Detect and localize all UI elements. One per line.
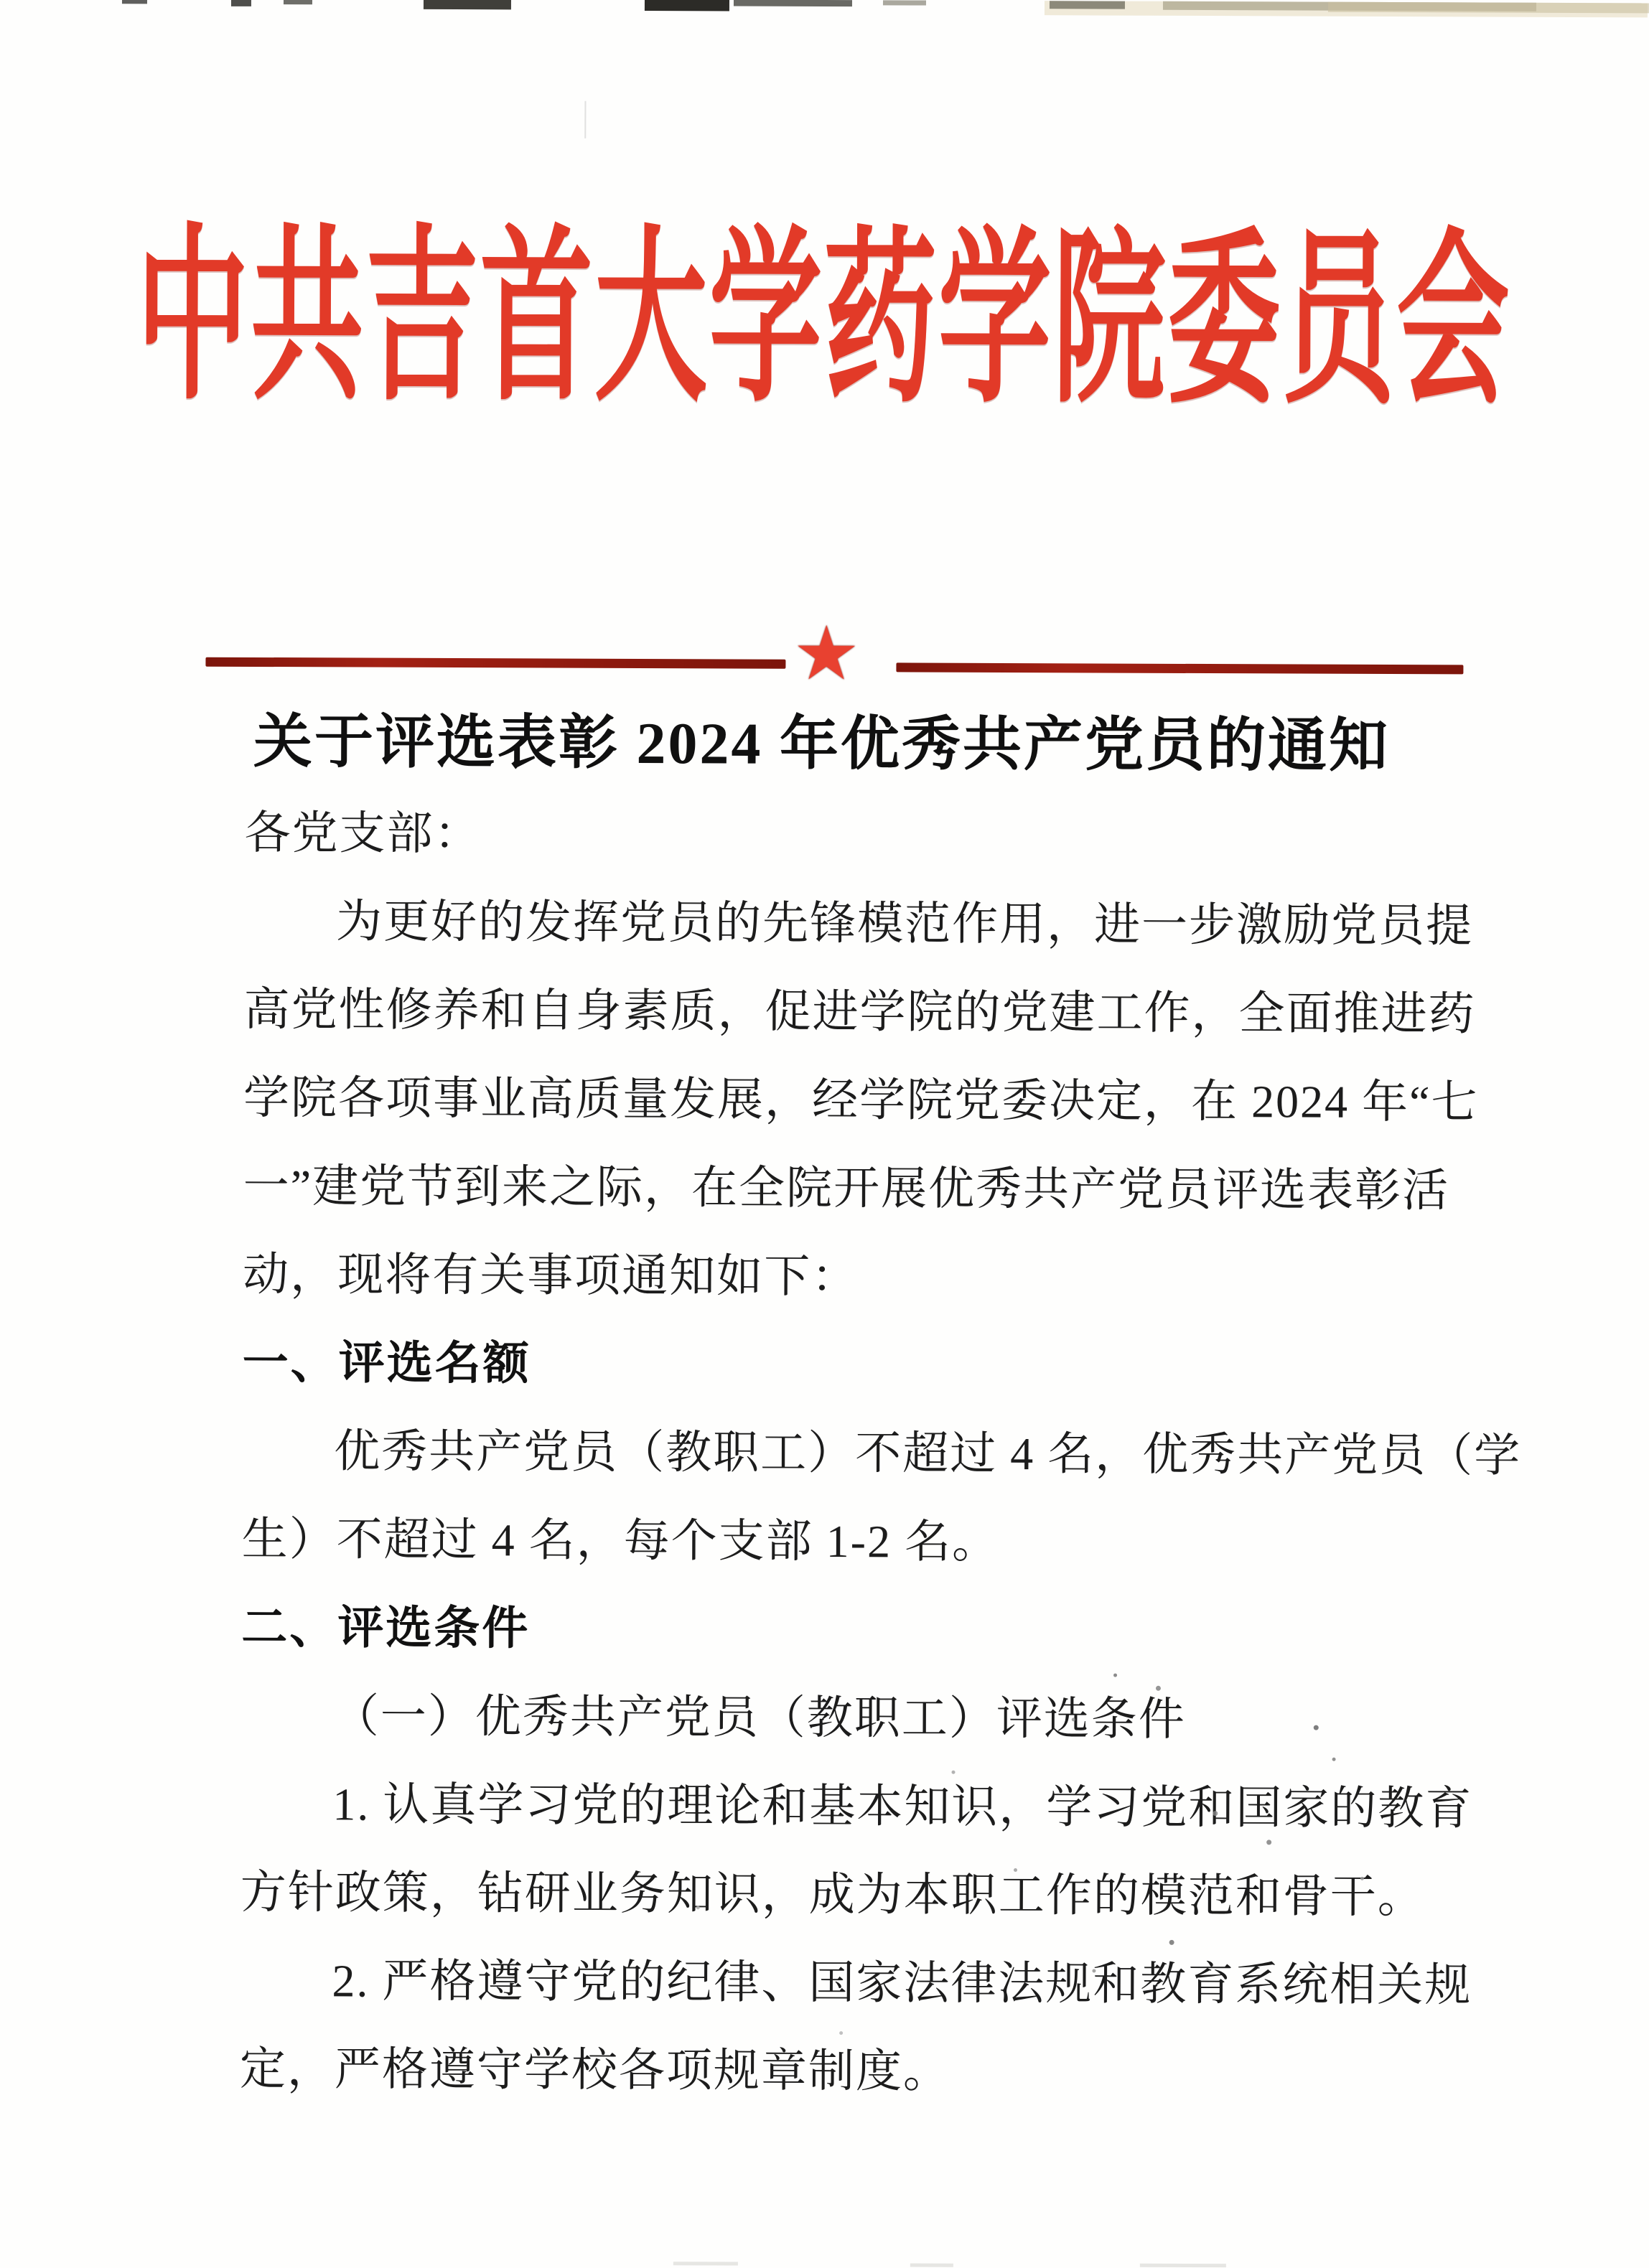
section-heading-criteria: 二、评选条件 <box>241 1601 531 1654</box>
star-icon: ★ <box>793 609 860 698</box>
subsection-heading: （一）优秀共产党员（教职工）评选条件 <box>332 1690 1186 1745</box>
body-line: 1. 认真学习党的理论和基本知识，学习党和国家的教育 <box>332 1779 1473 1834</box>
scan-bottom-mark <box>910 2263 953 2267</box>
divider-line-left <box>205 657 785 669</box>
scan-edge-artifact <box>0 0 1649 3</box>
scan-speckles <box>1113 1674 1117 1677</box>
section-heading-quota: 一、评选名额 <box>242 1336 531 1390</box>
document-body <box>239 789 1522 2117</box>
body-line: 一”建党节到来之际，在全院开展优秀共产党员评选表彰活 <box>243 1160 1450 1217</box>
body-line: 生）不超过 4 名，每个支部 1-2 名。 <box>241 1513 1000 1568</box>
body-line: 动，现将有关事项通知如下： <box>243 1248 859 1303</box>
body-line: 为更好的发挥党员的先锋模范作用，进一步激励党员提 <box>335 896 1474 952</box>
body-line: 优秀共产党员（教职工）不超过 4 名，优秀共产党员（学 <box>334 1425 1522 1481</box>
letterhead-title: 中共吉首大学药学院委员会 <box>135 213 1511 427</box>
divider-line-right <box>896 662 1463 674</box>
salutation: 各党支部： <box>244 807 482 860</box>
scan-bottom-mark <box>1140 2264 1226 2267</box>
body-line: 学院各项事业高质量发展，经学院党委决定，在 2024 年“七 <box>243 1072 1479 1128</box>
document-title: 关于评选表彰 2024 年优秀共产党员的通知 <box>253 708 1391 779</box>
body-line: 高党性修养和自身素质，促进学院的党建工作，全面推进药 <box>243 983 1476 1040</box>
scan-bottom-mark <box>673 2262 738 2265</box>
body-line: 2. 严格遵守党的纪律、国家法律法规和教育系统相关规 <box>332 1955 1472 2011</box>
body-line: 方针政策，钻研业务知识，成为本职工作的模范和骨干。 <box>240 1866 1425 1923</box>
body-line: 定，严格遵守学校各项规章制度。 <box>239 2043 951 2097</box>
scan-hairline <box>584 101 586 139</box>
